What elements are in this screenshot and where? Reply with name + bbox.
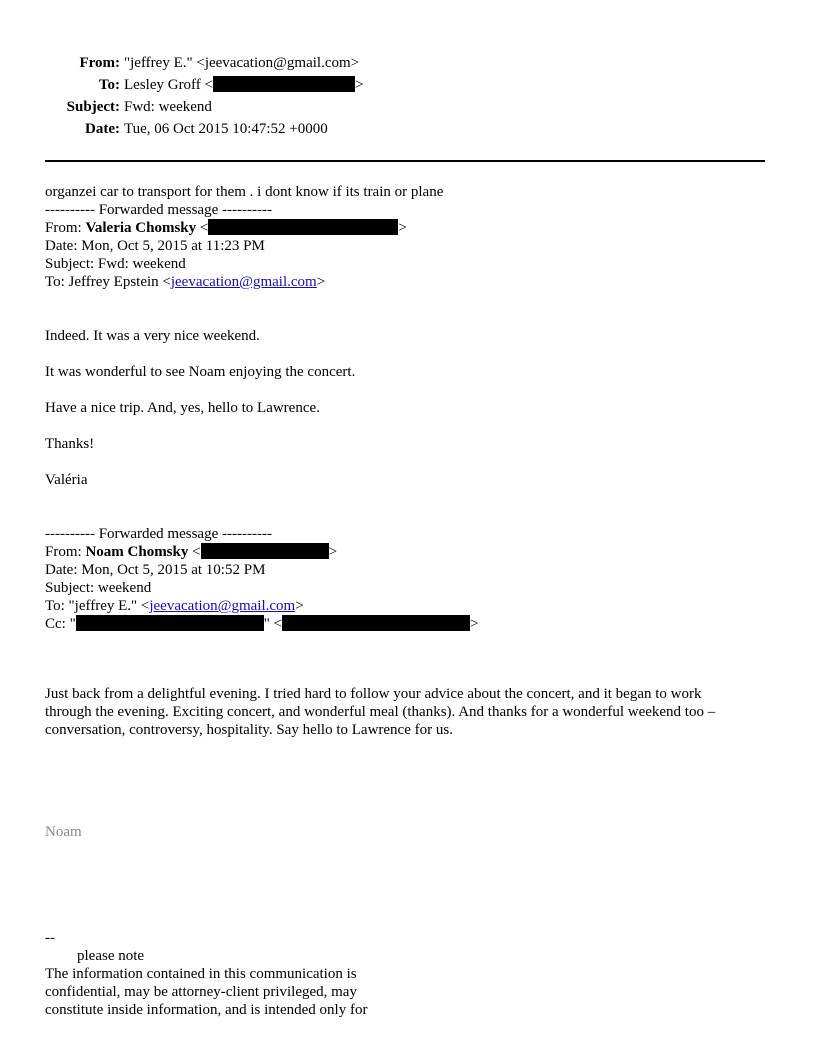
header-subject-value: Fwd: weekend — [124, 99, 212, 115]
fwd2-to-suffix: > — [295, 598, 304, 614]
header-divider — [45, 160, 765, 162]
fwd2-cc-mid: " < — [263, 616, 283, 632]
noam-p1-line2: through the evening. Exciting concert, and wonderful meal (thanks). And thanks for a wonderful weekend too – — [45, 704, 716, 720]
fwd2-from-prefix: From: — [45, 544, 86, 560]
header-to-value — [124, 76, 363, 94]
valeria-p4: Thanks! — [45, 436, 95, 452]
disclaimer — [45, 929, 367, 1019]
header-from-value: "jeffrey E." <jeevacation@gmail.com> — [124, 55, 360, 71]
noam-message — [45, 685, 780, 739]
forward-divider: ---------- Forwarded message ---------- — [45, 202, 272, 218]
valeria-p1: Indeed. It was a very nice weekend. — [45, 328, 260, 344]
fwd1-from-prefix: From: — [45, 220, 86, 236]
redaction-block — [76, 615, 264, 631]
fwd1-date: Date: Mon, Oct 5, 2015 at 11:23 PM — [45, 238, 265, 254]
fwd1-from-name: Valeria Chomsky — [85, 220, 197, 236]
intro-text: organzei car to transport for them . i dont know if its train or plane — [45, 184, 444, 200]
header-date-label: Date: — [85, 121, 120, 137]
fwd2-from-open: < — [188, 544, 201, 560]
valeria-p2: It was wonderful to see Noam enjoying the concert. — [45, 364, 356, 380]
disclaimer-note: please note — [77, 948, 145, 964]
noam-p1-line3: conversation, controversy, hospitality. Say hello to Lawrence for us. — [45, 722, 453, 738]
fwd1-subject: Subject: Fwd: weekend — [45, 256, 186, 272]
header-from-label: From: — [79, 55, 120, 71]
fwd2-cc-suffix: > — [470, 616, 479, 632]
email-body — [45, 183, 775, 291]
fwd2-from-close: > — [328, 544, 338, 560]
redaction-block — [201, 543, 329, 559]
valeria-p3: Have a nice trip. And, yes, hello to Lawrence. — [45, 400, 320, 416]
fwd2-subject: Subject: weekend — [45, 580, 152, 596]
disclaimer-line1: The information contained in this communication is — [45, 966, 357, 982]
noam-signature: Noam — [45, 824, 82, 840]
fwd2-to — [45, 597, 479, 615]
fwd1-from — [45, 219, 775, 237]
fwd1-to-email-link[interactable]: jeevacation@gmail.com — [170, 274, 317, 290]
fwd2-cc-prefix: Cc: " — [45, 616, 76, 632]
fwd2-to-email-link[interactable]: jeevacation@gmail.com — [149, 598, 296, 614]
disclaimer-dashes: -- — [45, 930, 55, 946]
header-subject-label: Subject: — [66, 99, 120, 115]
fwd1-to-prefix: To: Jeffrey Epstein < — [45, 274, 171, 290]
fwd1-from-open: < — [196, 220, 209, 236]
fwd2-to-prefix: To: "jeffrey E." < — [45, 598, 150, 614]
fwd2-from — [45, 543, 479, 561]
disclaimer-line3: constitute inside information, and is intended only for — [45, 1002, 368, 1018]
fwd1-from-close: > — [398, 220, 407, 236]
fwd2-block — [45, 525, 479, 633]
header-to-prefix: Lesley Groff < — [124, 77, 213, 93]
header-to-label: To: — [98, 77, 120, 93]
header-to-suffix: > — [355, 77, 364, 93]
noam-p1-line1: Just back from a delightful evening. I tried hard to follow your advice about the concert, and it began to work — [45, 686, 702, 702]
redaction-block — [282, 615, 470, 631]
fwd1-to — [45, 273, 775, 291]
valeria-signature: Valéria — [45, 472, 88, 488]
fwd2-cc — [45, 615, 479, 633]
redaction-block — [213, 76, 355, 92]
fwd2-date: Date: Mon, Oct 5, 2015 at 10:52 PM — [45, 562, 266, 578]
forward-divider: ---------- Forwarded message ---------- — [45, 526, 272, 542]
fwd2-from-name: Noam Chomsky — [85, 544, 189, 560]
header-date-value: Tue, 06 Oct 2015 10:47:52 +0000 — [124, 121, 328, 137]
disclaimer-line2: confidential, may be attorney-client privileged, may — [45, 984, 357, 1000]
fwd1-to-suffix: > — [316, 274, 326, 290]
redaction-block — [208, 219, 398, 235]
